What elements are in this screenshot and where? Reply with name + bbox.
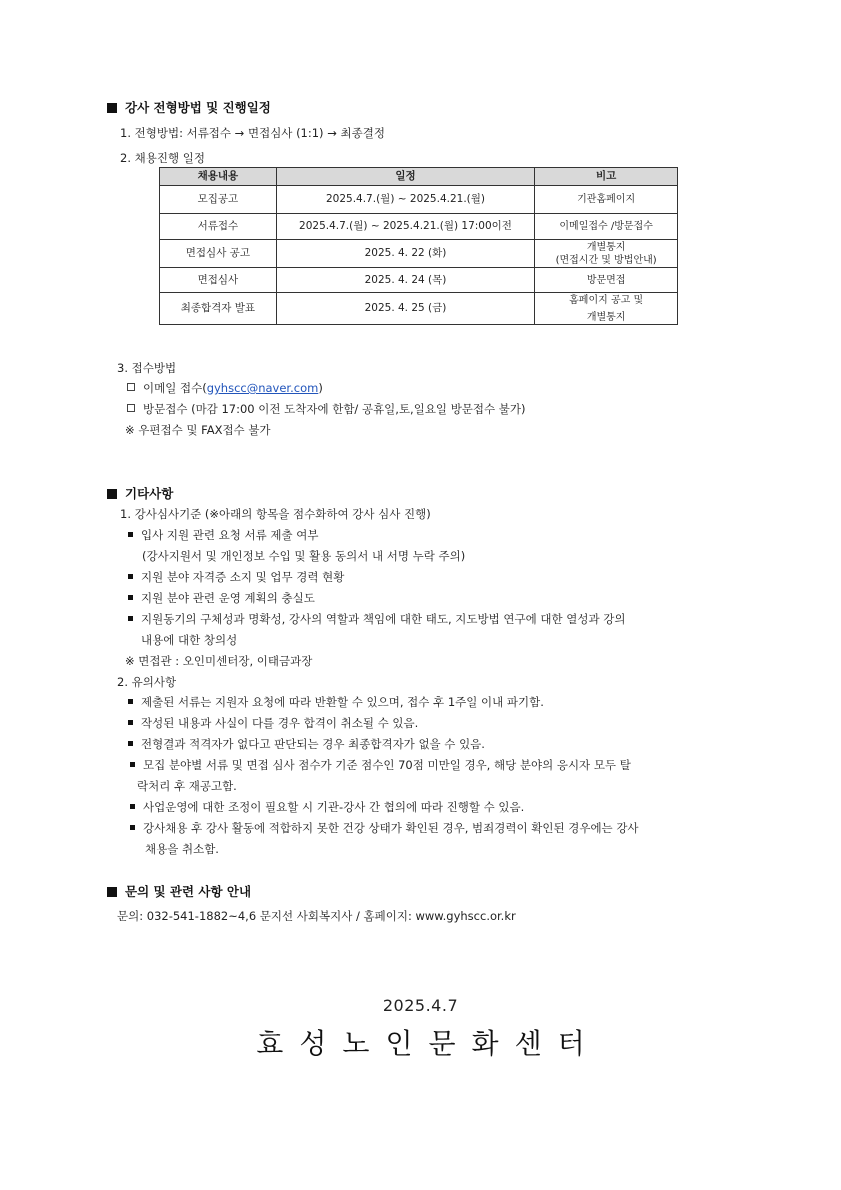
list-item-text: 지원동기의 구체성과 명확성, 강사의 역할과 책임에 대한 태도, 지도방법 연구에 대한 열성과 강의 (141, 612, 626, 626)
table-row (160, 214, 678, 240)
section-title-contact (107, 882, 251, 900)
square-bullet-icon (128, 532, 133, 537)
square-bullet-icon (128, 616, 133, 621)
note-line: 이메일접수 /방문접수 (559, 221, 653, 232)
list-item-text: 모집 분야별 서류 및 면접 심사 점수가 기준 점수인 70점 미만일 경우, 해당 분야의 응시자 모두 탈 (143, 758, 631, 772)
cell-note (535, 268, 678, 293)
visit-text: 방문접수 (마감 17:00 이전 도착자에 한함/ 공휴일,토,일요일 방문접수 불가) (143, 402, 526, 416)
table-row (160, 268, 678, 293)
list-item-text: 작성된 내용과 사실이 다를 경우 합격이 취소될 수 있음. (141, 716, 419, 730)
table-header-row (160, 168, 678, 186)
section-title-text: 강사 전형방법 및 진행일정 (125, 100, 271, 115)
mail-note: ※ 우편접수 및 FAX접수 불가 (125, 423, 271, 437)
header-schedule: 일정 (276, 168, 535, 186)
square-bullet-icon (107, 887, 117, 897)
square-bullet-icon (128, 699, 133, 704)
list-item-continuation: (강사지원서 및 개인정보 수입 및 활용 동의서 내 서명 누락 주의) (142, 549, 466, 563)
email-application (127, 380, 323, 396)
cell-note (535, 186, 678, 214)
cell-content: 모집공고 (160, 186, 277, 214)
list-item-text: 강사채용 후 강사 활동에 적합하지 못한 건강 상태가 확인된 경우, 범죄경력이 확인된 경우에는 강사 (143, 821, 639, 835)
schedule-table (159, 167, 678, 325)
notes-heading: 2. 유의사항 (117, 675, 177, 689)
square-bullet-icon (128, 741, 133, 746)
selection-method: 1. 전형방법: 서류접수 → 면접심사 (1:1) → 최종결정 (120, 126, 385, 140)
visit-application (127, 401, 525, 417)
note-line: 개별통지 (586, 311, 626, 323)
cell-schedule: 2025.4.7.(월) ~ 2025.4.21.(월) (276, 186, 535, 214)
cell-schedule: 2025. 4. 25 (금) (276, 293, 535, 325)
list-item (128, 611, 625, 627)
square-bullet-icon (128, 574, 133, 579)
square-bullet-icon (130, 804, 135, 809)
issue-date: 2025.4.7 (382, 996, 459, 1015)
interviewer-note: ※ 면접관 : 오인미센터장, 이태금과장 (125, 654, 313, 668)
list-item (128, 590, 315, 606)
square-bullet-icon (107, 489, 117, 499)
section-title-other (107, 484, 173, 502)
cell-content: 면접심사 (160, 268, 277, 293)
list-item (128, 715, 418, 731)
cell-schedule: 2025. 4. 24 (목) (276, 268, 535, 293)
cell-note (535, 240, 678, 268)
list-item (128, 569, 344, 585)
cell-note (535, 214, 678, 240)
header-content: 채용내용 (160, 168, 277, 186)
list-item-continuation: 채용을 취소함. (145, 842, 219, 856)
hollow-square-bullet-icon (127, 383, 135, 391)
cell-content: 서류접수 (160, 214, 277, 240)
square-bullet-icon (128, 720, 133, 725)
list-item (130, 820, 639, 836)
table-row (160, 240, 678, 268)
square-bullet-icon (128, 595, 133, 600)
note-line: 기관홈페이지 (577, 194, 636, 205)
note-line: 개별통지 (586, 241, 626, 253)
list-item-continuation: 내용에 대한 창의성 (141, 633, 238, 647)
list-item-text: 지원 분야 관련 운영 계획의 충실도 (141, 591, 315, 605)
table-row (160, 186, 678, 214)
list-item-continuation: 락처리 후 재공고함. (137, 779, 237, 793)
email-suffix: ) (318, 381, 323, 395)
list-item (128, 694, 544, 710)
organization-name: 효성노인문화센터 (256, 1027, 601, 1060)
list-item-text: 입사 지원 관련 요청 서류 제출 여부 (141, 528, 319, 542)
list-item (130, 757, 631, 773)
header-note: 비고 (535, 168, 678, 186)
section-title-text: 문의 및 관련 사항 안내 (125, 884, 252, 899)
email-link[interactable]: gyhscc@naver.com (206, 381, 319, 395)
square-bullet-icon (130, 762, 135, 767)
list-item (130, 799, 524, 815)
list-item (128, 736, 485, 752)
list-item (128, 527, 318, 543)
note-line: 방문면접 (586, 274, 626, 286)
section-title-text: 기타사항 (125, 486, 174, 501)
schedule-heading: 2. 채용진행 일정 (120, 151, 205, 165)
table-row (160, 293, 678, 325)
application-method-heading: 3. 접수방법 (117, 361, 177, 375)
note-line: 홈페이지 공고 및 (569, 294, 644, 306)
hollow-square-bullet-icon (127, 404, 135, 412)
cell-note (535, 293, 678, 325)
cell-content: 최종합격자 발표 (160, 293, 277, 325)
contact-info: 문의: 032-541-1882~4,6 문지선 사회복지사 / 홈페이지: www.gyhscc.or.kr (117, 909, 516, 923)
list-item-text: 제출된 서류는 지원자 요청에 따라 반환할 수 있으며, 접수 후 1주일 이내 파기함. (141, 695, 544, 709)
cell-schedule: 2025. 4. 22 (화) (276, 240, 535, 268)
list-item-text: 지원 분야 자격증 소지 및 업무 경력 현황 (141, 570, 345, 584)
list-item-text: 사업운영에 대한 조정이 필요할 시 기관-강사 간 협의에 따라 진행할 수 있음. (143, 800, 525, 814)
email-prefix: 이메일 접수( (143, 381, 207, 395)
note-line: (면접시간 및 방법안내) (555, 254, 657, 266)
square-bullet-icon (107, 103, 117, 113)
list-item-text: 전형결과 적격자가 없다고 판단되는 경우 최종합격자가 없을 수 있음. (141, 737, 485, 751)
square-bullet-icon (130, 825, 135, 830)
cell-schedule: 2025.4.7.(월) ~ 2025.4.21.(월) 17:00이전 (276, 214, 535, 240)
criteria-heading: 1. 강사심사기준 (※아래의 항목을 점수화하여 강사 심사 진행) (120, 507, 431, 521)
cell-content: 면접심사 공고 (160, 240, 277, 268)
section-title-selection (107, 98, 271, 116)
